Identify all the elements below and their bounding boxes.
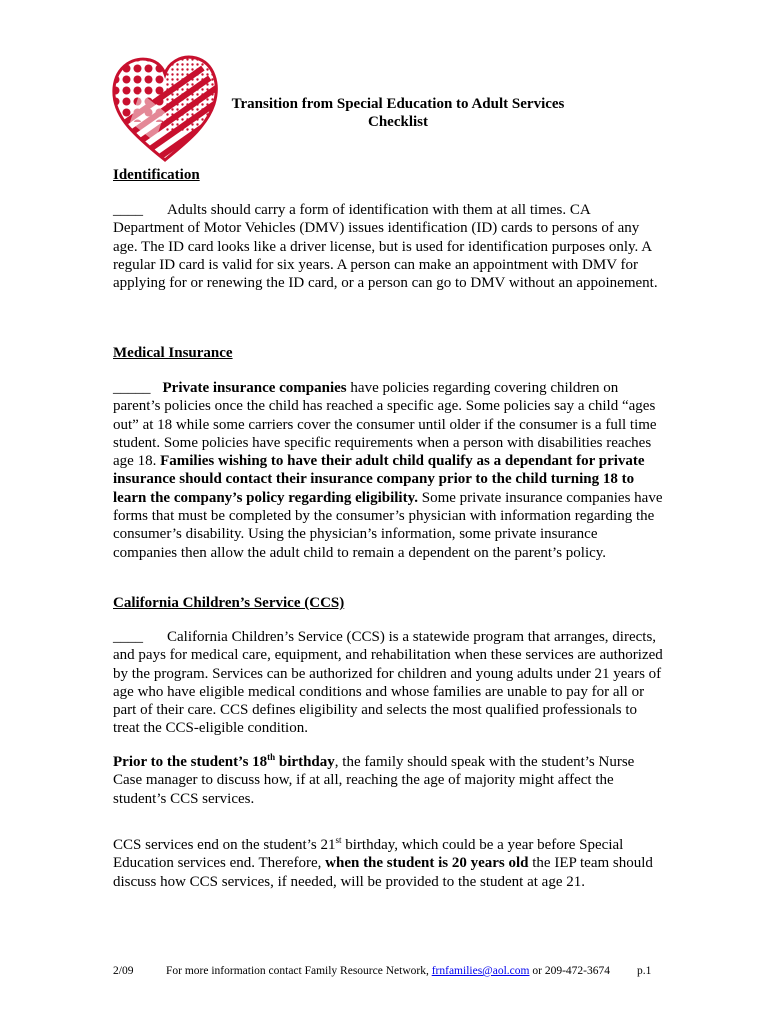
footer-info-prefix: For more information contact Family Resource Network, bbox=[166, 965, 432, 977]
medical-text-2: Some private insurance companies have forms that must be completed by the consumer’s physician with information regarding the consumer’s disability. Using the physician’s information, some private insurance companies then allow the adult child to remain a dependent on the parent’s policy. bbox=[113, 489, 663, 561]
ccs-p2-bold-b: birthday bbox=[275, 754, 335, 770]
ccs-p3-text-b: birthday, which could be a year before Special Education services end. Therefore, bbox=[113, 837, 624, 872]
checkbox-blank: _____ bbox=[113, 380, 151, 396]
footer-email-link[interactable]: frnfamilies@aol.com bbox=[431, 965, 530, 977]
medical-paragraph bbox=[113, 379, 663, 562]
identification-paragraph bbox=[113, 201, 663, 292]
document-subtitle: Checklist bbox=[368, 114, 428, 130]
medical-text-1: have policies regarding covering children on parent’s policies once the child has reached a specific age. Some policies say a child “ages out” at 18 while some carriers cover the consumer until older if the consumer is a full time student. Some policies have specific requirements when a person with disabilities reaches age 18. bbox=[113, 380, 657, 470]
ccs-p2-bold-a: Prior to the student’s 18 bbox=[113, 754, 268, 770]
ccs-paragraph-3 bbox=[113, 836, 663, 891]
page-number: p.1 bbox=[637, 965, 652, 977]
identification-text: Adults should carry a form of identification with them at all times. CA Department of Motor Vehicles (DMV) issues identification (ID) cards to persons of any age. The ID card looks like a driver license, but is used for identification purposes only. A regular ID card is valid for six years. A person can make an appointment with DMV for applying for or renewing the ID card, or a person can go to DMV without an appoinement. bbox=[113, 202, 658, 292]
checkbox-blank: ____ bbox=[113, 629, 143, 645]
ccs-p2-sup: th bbox=[267, 752, 276, 762]
section-heading-identification: Identification bbox=[113, 167, 200, 183]
ccs-p3-sup: st bbox=[335, 835, 342, 845]
ccs-section bbox=[113, 594, 663, 612]
ccs-paragraph-2 bbox=[113, 753, 663, 808]
ccs-p3-bold: when the student is 20 years old bbox=[325, 855, 529, 872]
section-heading-ccs: California Children’s Service (CCS) bbox=[113, 595, 345, 611]
footer-date: 2/09 bbox=[113, 965, 134, 977]
ccs-paragraph-1 bbox=[113, 628, 663, 738]
ccs-p2-text: , the family should speak with the student’s Nurse Case manager to discuss how, if at all, reaching the age of majority might affect the student’s CCS services. bbox=[113, 754, 635, 807]
footer-contact bbox=[166, 964, 610, 978]
medical-bold-lead: Private insurance companies bbox=[162, 380, 347, 396]
ccs-p3-text-c: the IEP team should discuss how CCS services, if needed, will be provided to the student at age 21. bbox=[113, 855, 653, 890]
ccs-text: California Children’s Service (CCS) is a statewide program that arranges, directs, and pays for medical care, equipment, and rehabilitation when these services are authorized by the program. Services can be authorized for children and young adults under 21 years of age who have eligible medical conditions and whose families are unable to pay for all or part of their care. CCS defines eligibility and selects the most qualified professionals to treat the CCS-eligible condition. bbox=[113, 629, 663, 737]
heart-logo-icon bbox=[110, 52, 220, 164]
ccs-p3-text-a: CCS services end on the student’s 21 bbox=[113, 837, 336, 853]
identification-section bbox=[113, 166, 663, 184]
medical-bold-mid: Families wishing to have their adult child qualify as a dependant for private insurance should contact their insurance company prior to the child turning 18 to learn the company’s policy regarding eligibility. bbox=[113, 453, 645, 506]
footer-info-suffix: or 209-472-3674 bbox=[529, 965, 610, 977]
checkbox-blank: ____ bbox=[113, 202, 143, 218]
section-heading-medical: Medical Insurance bbox=[113, 345, 233, 361]
document-title: Transition from Special Education to Adult Services bbox=[231, 96, 565, 112]
medical-section bbox=[113, 344, 663, 362]
